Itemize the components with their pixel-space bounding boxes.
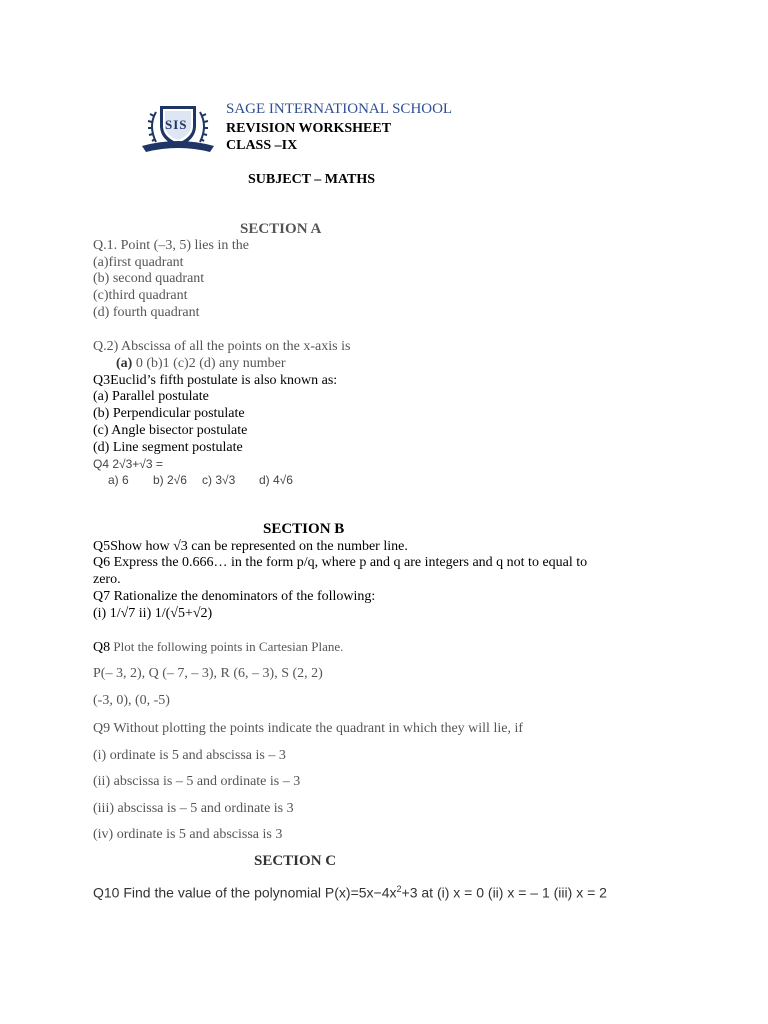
q10-exponent: 2 — [396, 884, 402, 894]
q3-option-a: (a) Parallel postulate — [93, 389, 209, 404]
q2-options — [116, 356, 286, 372]
q3-option-b: (b) Perpendicular postulate — [93, 406, 245, 421]
q9-part-iii: (iii) abscissa is – 5 and ordinate is 3 — [93, 801, 294, 816]
q4-option-d: d) 4√6 — [259, 473, 293, 487]
q3-option-d: (d) Line segment postulate — [93, 440, 243, 455]
q2-options-rest: 0 (b)1 (c)2 (d) any number — [132, 356, 286, 371]
q8-points-1: P(– 3, 2), Q (– 7, – 3), R (6, – 3), S (2, 2) — [93, 666, 323, 681]
q1-option-c: (c)third quadrant — [93, 288, 188, 303]
q7-text-line2: (i) 1/√7 ii) 1/(√5+√2) — [93, 606, 213, 621]
class-label: CLASS –IX — [226, 138, 298, 153]
section-a-title: SECTION A — [240, 221, 322, 237]
q4-option-a: a) 6 — [108, 473, 129, 487]
q8-label: Q8 — [93, 640, 111, 655]
q2-question: Q.2) Abscissa of all the points on the x-axis is — [93, 339, 351, 354]
q2-option-a-label: (a) — [116, 356, 133, 371]
q1-question: Q.1. Point (–3, 5) lies in the — [93, 238, 249, 253]
section-c-title: SECTION C — [254, 853, 337, 869]
q9-text: Q9 Without plotting the points indicate the quadrant in which they will lie, if — [93, 721, 523, 736]
section-b-title: SECTION B — [263, 521, 345, 537]
q6-text-line1: Q6 Express the 0.666… in the form p/q, where p and q are integers and q not to equal to — [93, 555, 588, 570]
q8-text — [93, 639, 343, 656]
q4-question: Q4 2√3+√3 = — [93, 457, 163, 471]
q6-text-line2: zero. — [93, 572, 121, 587]
q8-points-2: (-3, 0), (0, -5) — [93, 693, 170, 708]
q9-part-iv: (iv) ordinate is 5 and abscissa is 3 — [93, 827, 283, 842]
q10-text — [93, 884, 607, 901]
q9-part-i: (i) ordinate is 5 and abscissa is – 3 — [93, 748, 286, 763]
q7-text-line1: Q7 Rationalize the denominators of the following: — [93, 589, 376, 604]
q1-option-d: (d) fourth quadrant — [93, 305, 200, 320]
q8-instruction: Plot the following points in Cartesian Plane. — [110, 639, 344, 654]
school-name: SAGE INTERNATIONAL SCHOOL — [226, 101, 453, 117]
q4-option-b: b) 2√6 — [153, 473, 187, 487]
q3-option-c: (c) Angle bisector postulate — [93, 423, 248, 438]
q10-post: +3 at (i) x = 0 (ii) x = – 1 (iii) x = 2 — [401, 884, 607, 901]
logo-letters: SIS — [165, 117, 188, 132]
q9-part-ii: (ii) abscissa is – 5 and ordinate is – 3 — [93, 774, 301, 789]
q3-question: Q3Euclid’s fifth postulate is also known as: — [93, 373, 338, 388]
q1-option-b: (b) second quadrant — [93, 271, 205, 286]
q10-pre: Q10 Find the value of the polynomial P(x)=5x−4x — [93, 884, 397, 901]
q5-text: Q5Show how √3 can be represented on the number line. — [93, 539, 408, 554]
worksheet-title: REVISION WORKSHEET — [226, 121, 392, 136]
q4-option-c: c) 3√3 — [202, 473, 236, 487]
subject-label: SUBJECT – MATHS — [248, 172, 376, 187]
q1-option-a: (a)first quadrant — [93, 255, 184, 270]
